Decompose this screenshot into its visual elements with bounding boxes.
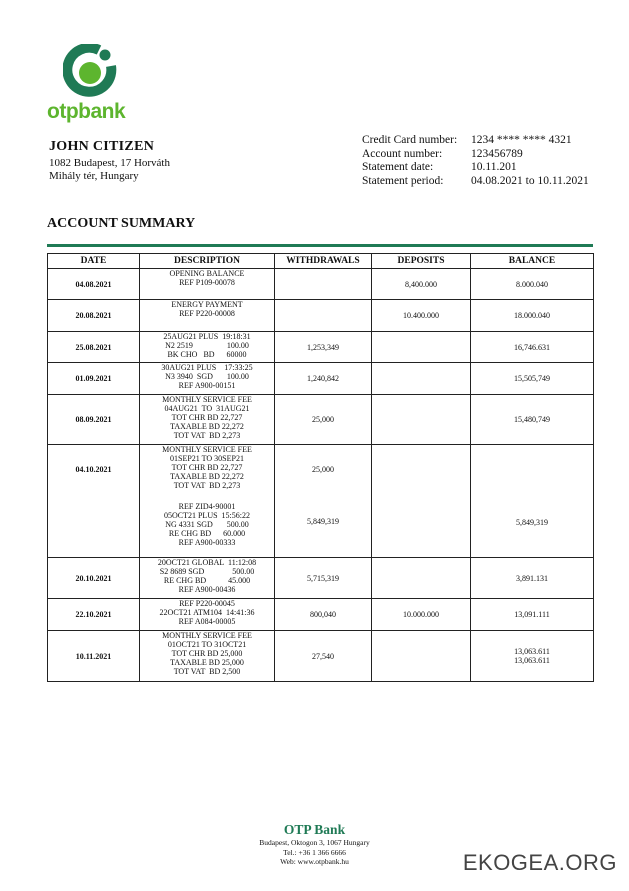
row-date: 10.11.2021 [48,631,140,682]
customer-name: JOHN CITIZEN [49,139,155,154]
balance-value: 13,063.611 [514,656,550,665]
description-spacer [140,490,274,502]
row-date: 08.09.2021 [48,395,140,445]
statement-details [362,134,589,188]
description-line: REF A900-00436 [178,585,236,594]
row-balance [471,631,594,682]
row-withdrawal: 1,240,842 [275,363,372,395]
description-line: TOT CHR BD 25,000 [171,649,243,658]
row-balance: 13,091.111 [471,599,594,631]
row-description [140,332,275,363]
row-date: 22.10.2021 [48,599,140,631]
account-number-value: 123456789 [471,147,523,160]
row-deposit [372,395,471,445]
row-description [140,445,275,558]
table-row [48,269,594,300]
table-row [48,395,594,445]
description-line: RE CHG BD 45.000 [163,576,251,585]
row-deposit [372,631,471,682]
row-deposit: 8,400.000 [372,269,471,300]
section-divider [47,244,593,247]
row-description [140,395,275,445]
description-line: REF P109-00078 [179,278,235,287]
card-number-label: Credit Card number: [362,134,458,146]
statement-period-label: Statement period: [362,174,444,187]
footer-bank-name: OTP Bank [283,822,346,837]
transactions-table [47,253,594,682]
otp-logo-icon [63,44,117,98]
table-row [48,445,594,558]
row-balance: 15,505,749 [471,363,594,395]
bank-wordmark: otpbank [47,100,126,123]
table-row [48,332,594,363]
row-description [140,269,275,300]
withdrawal-value: 25,000 [312,465,334,474]
description-line: 25AUG21 PLUS 19:18:31 [163,332,251,341]
description-line: TOT CHR BD 22,727 [171,463,243,472]
description-line: REF P220-00008 [179,309,235,318]
description-line: REF A900-00151 [178,381,236,390]
header-date: DATE [48,254,140,269]
description-line: 04AUG21 TO 31AUG21 [164,404,250,413]
description-line: TOT VAT BD 2,273 [173,431,241,440]
description-line: S2 8689 SGD 500.00 [159,567,255,576]
row-balance: 8.000.040 [471,269,594,300]
description-line: REF ZID4-90001 [178,502,236,511]
description-line: N3 3940 SGD 100.00 [165,372,249,381]
description-line: MONTHLY SERVICE FEE [162,395,252,404]
description-line: BK CHO BD 60000 [167,350,247,359]
description-line: NG 4331 SGD 500.00 [165,520,249,529]
statement-date-label: Statement date: [362,161,434,173]
row-date: 04.10.2021 [48,445,140,558]
row-deposit [372,332,471,363]
row-description [140,363,275,395]
table-row [48,631,594,682]
description-line: REF A900-00333 [178,538,236,547]
section-title: ACCOUNT SUMMARY [47,216,196,231]
row-withdrawal: 800,040 [275,599,372,631]
row-withdrawal: 25,000 [275,395,372,445]
card-number-row [362,134,589,148]
customer-address-line-2: Mihály tér, Hungary [49,170,139,182]
row-deposit: 10.000.000 [372,599,471,631]
description-line: MONTHLY SERVICE FEE [162,445,252,454]
table-row [48,558,594,599]
withdrawal-value: 5,849,319 [307,517,339,526]
table-header-row [48,254,594,269]
row-withdrawal [275,445,372,558]
bank-logo [47,44,132,124]
row-date: 25.08.2021 [48,332,140,363]
row-description [140,599,275,631]
footer-website: Web: www.otpbank.hu [280,857,349,866]
statement-period-row [362,175,589,189]
header-deposits: DEPOSITS [372,254,471,269]
description-line: TOT VAT BD 2,273 [173,481,241,490]
table-row [48,599,594,631]
description-line: N2 2519 100.00 [165,341,249,350]
row-date: 04.08.2021 [48,269,140,300]
description-line: 05OCT21 PLUS 15:56:22 [163,511,250,520]
statement-date-row [362,161,589,175]
row-date: 01.09.2021 [48,363,140,395]
header-description: DESCRIPTION [140,254,275,269]
row-balance: 16,746.631 [471,332,594,363]
account-number-row [362,148,589,162]
row-description [140,300,275,332]
card-number-value: 1234 **** **** 4321 [471,134,572,146]
row-description [140,631,275,682]
description-line: RE CHG BD 60.000 [168,529,246,538]
description-line: TAXABLE BD 22,272 [170,422,244,431]
table-row [48,363,594,395]
row-withdrawal: 5,715,319 [275,558,372,599]
row-deposit [372,445,471,558]
header-balance: BALANCE [471,254,594,269]
row-deposit [372,558,471,599]
row-deposit: 10.400.000 [372,300,471,332]
description-line: TAXABLE BD 22,272 [170,472,244,481]
row-description [140,558,275,599]
statement-period-value: 04.08.2021 to 10.11.2021 [471,174,589,187]
description-line: TAXABLE BD 25,000 [170,658,244,667]
row-withdrawal: 1,253,349 [275,332,372,363]
row-balance: 3,891.131 [471,558,594,599]
description-line: REF A084-00005 [178,617,236,626]
row-withdrawal [275,300,372,332]
description-line: ENERGY PAYMENT [171,300,243,309]
customer-block [49,139,170,183]
description-line: REF P220-00045 [179,599,235,608]
table-row [48,300,594,332]
description-line: 01SEP21 TO 30SEP21 [170,454,244,463]
description-line: 30AUG21 PLUS 17:33:25 [161,363,253,372]
description-line: MONTHLY SERVICE FEE [162,631,252,640]
row-date: 20.10.2021 [48,558,140,599]
row-deposit [372,363,471,395]
statement-date-value: 10.11.201 [471,161,517,173]
description-line: 20OCT21 GLOBAL 11:12:08 [157,558,257,567]
footer-phone: Tel.: +36 1 366 6666 [283,847,346,857]
row-balance [471,445,594,558]
row-balance: 18.000.040 [471,300,594,332]
balance-value: 13,063.611 [514,647,550,656]
header-withdrawals: WITHDRAWALS [275,254,372,269]
description-line: OPENING BALANCE [169,269,245,278]
balance-value: 5,849,319 [516,518,548,527]
description-line: TOT CHR BD 22,727 [171,413,243,422]
row-balance: 15,480,749 [471,395,594,445]
row-date: 20.08.2021 [48,300,140,332]
description-line: TOT VAT BD 2,500 [173,667,241,676]
footer-address: Budapest, Oktogon 3, 1067 Hungary [259,838,370,847]
description-line: 01OCT21 TO 31OCT21 [167,640,247,649]
description-line: 22OCT21 ATM104 14:41:36 [159,608,255,617]
watermark: EKOGEA.ORG [462,850,617,875]
account-number-label: Account number: [362,147,443,160]
customer-address-line-1: 1082 Budapest, 17 Horváth [49,157,170,169]
row-withdrawal: 27,540 [275,631,372,682]
row-withdrawal [275,269,372,300]
